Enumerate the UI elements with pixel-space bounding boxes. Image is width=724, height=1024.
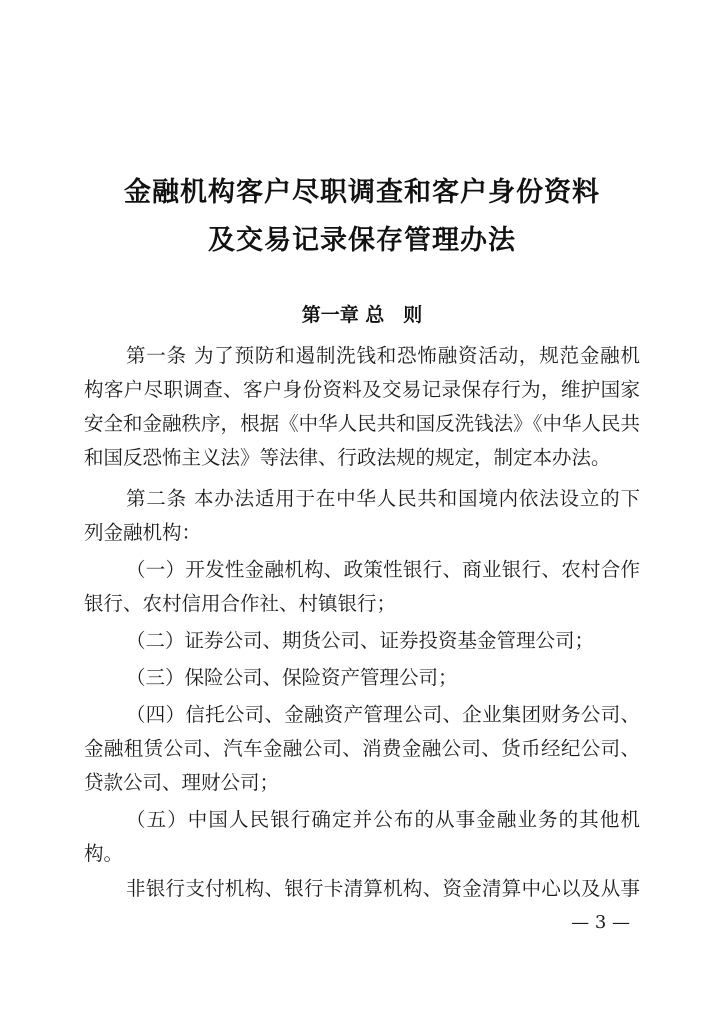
paragraph-line: 安全和金融秩序，根据《中华人民共和国反洗钱法》《中华人民共 — [84, 412, 640, 435]
list-item-line: （五）中国人民银行确定并公布的从事金融业务的其他机 — [126, 808, 640, 831]
list-item-line: （一）开发性金融机构、政策性银行、商业银行、农村合作 — [126, 558, 640, 581]
paragraph-line: 第二条 本办法适用于在中华人民共和国境内依法设立的下 — [126, 487, 640, 510]
paragraph-line: 和国反恐怖主义法》等法律、行政法规的规定，制定本办法。 — [84, 446, 611, 469]
document-title-line-1: 金融机构客户尽职调查和客户身份资料 — [124, 177, 600, 208]
paragraph-line: 非银行支付机构、银行卡清算机构、资金清算中心以及从事 — [126, 877, 640, 900]
paragraph-line: 构客户尽职调查、客户身份资料及交易记录保存行为，维护国家 — [84, 378, 640, 401]
list-item-line: （四）信托公司、金融资产管理公司、企业集团财务公司、 — [126, 703, 640, 726]
page-number: — 3 — — [571, 912, 630, 933]
list-item-line: （三）保险公司、保险资产管理公司； — [126, 666, 458, 689]
chapter-heading: 第一章 总 则 — [301, 304, 423, 326]
paragraph-line: 列金融机构： — [84, 521, 202, 544]
list-item-line: 构。 — [84, 842, 124, 865]
document-title-line-2: 及交易记录保存管理办法 — [208, 225, 516, 256]
list-item-line: （二）证券公司、期货公司、证券投资基金管理公司； — [126, 629, 595, 652]
list-item-line: 银行、农村信用合作社、村镇银行； — [84, 592, 397, 615]
paragraph-line: 第一条 为了预防和遏制洗钱和恐怖融资活动，规范金融机 — [126, 344, 640, 367]
list-item-line: 贷款公司、理财公司； — [84, 771, 280, 794]
list-item-line: 金融租赁公司、汽车金融公司、消费金融公司、货币经纪公司、 — [84, 737, 640, 760]
